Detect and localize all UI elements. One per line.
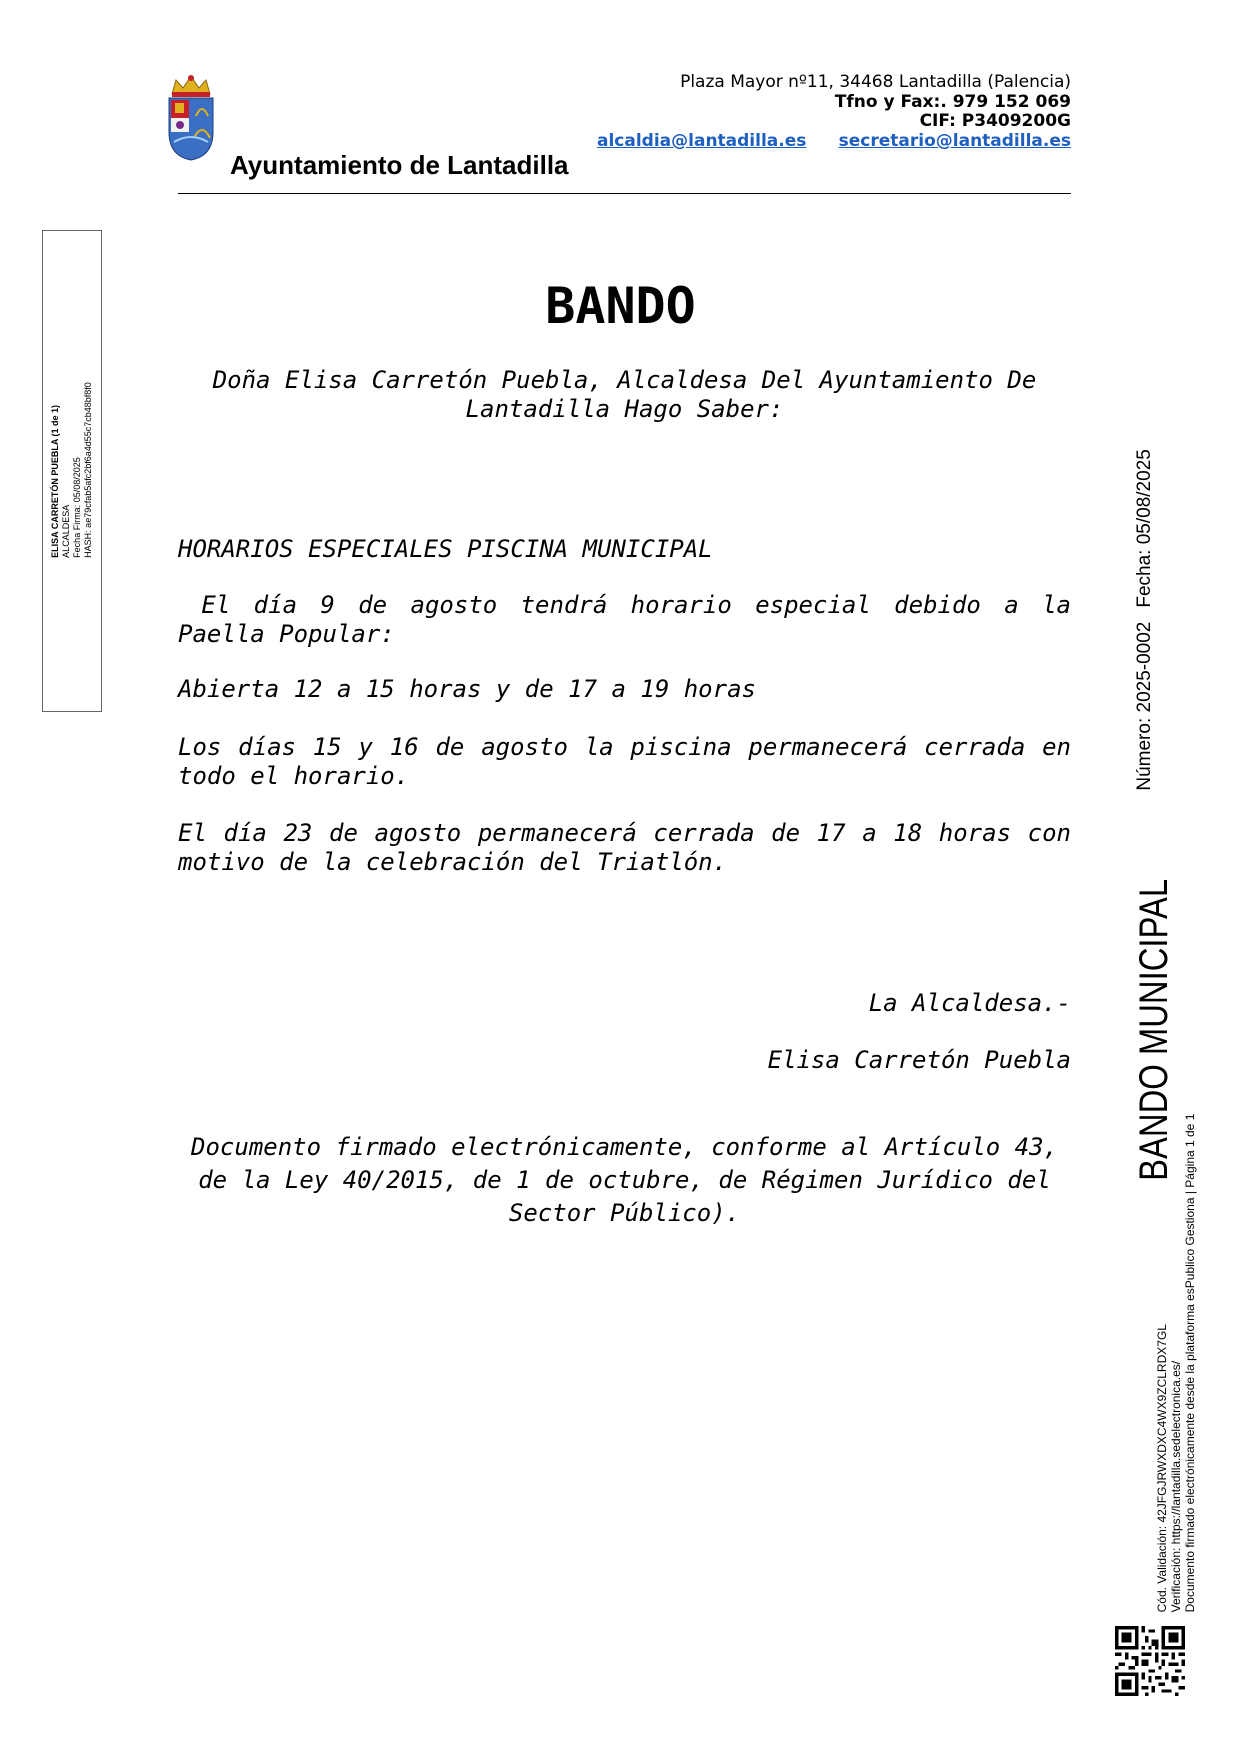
intro-paragraph: Doña Elisa Carretón Puebla, Alcaldesa Del Ayuntamiento De Lantadilla Hago Saber: <box>212 366 1037 423</box>
signature-stamp-signer: ELISA CARRETÓN PUEBLA (1 de 1) <box>50 404 60 558</box>
bando-stamp-number: Número: 2025-0002 <box>1134 621 1155 791</box>
legal-notice: Documento firmado electrónicamente, conforme al Artículo 43, de la Ley 40/2015, de 1 de octubre, de Régimen Jurídico del Sector Público). <box>191 1133 1058 1227</box>
bando-stamp-meta <box>1133 622 1156 791</box>
address-line: Plaza Mayor nº11, 34468 Lantadilla (Palencia) <box>680 72 1071 92</box>
verification-text <box>1155 1114 1197 1613</box>
paragraph-triathlon: El día 23 de agosto permanecerá cerrada de 17 a 18 horas con motivo de la celebración del Triatlón. <box>178 819 1071 876</box>
paragraph-opening-hours: Abierta 12 a 15 horas y de 17 a 19 horas <box>178 675 756 703</box>
signature-stamp-date: Fecha Firma: 05/08/2025 <box>72 457 82 558</box>
bando-stamp <box>1133 449 1175 1181</box>
bando-stamp-date: Fecha: 05/08/2025 <box>1134 449 1155 608</box>
email-alcaldia-link[interactable]: alcaldia@lantadilla.es <box>597 131 807 151</box>
paragraph-special-hours: El día 9 de agosto tendrá horario especial debido a la Paella Popular: <box>178 591 1086 648</box>
coat-of-arms-icon <box>166 72 216 162</box>
verification-url: Verificación: https://lantadilla.sedelectronica.es/ <box>1169 1360 1183 1613</box>
town-name: Ayuntamiento de Lantadilla <box>230 150 569 180</box>
phone-line: Tfno y Fax:. 979 152 069 <box>834 92 1071 112</box>
signature-stamp-hash: HASH: ae79cfab5afc2bf6a4d55c7cb48bf8f0 <box>83 382 93 558</box>
signature-stamp-text <box>50 382 94 558</box>
closing-line: La Alcaldesa.- <box>868 989 1071 1017</box>
bando-stamp-date-wrap <box>1133 449 1156 607</box>
paragraph-closed-days: Los días 15 y 16 de agosto la piscina permanecerá cerrada en todo el horario. <box>178 733 1071 790</box>
header-divider <box>178 193 1071 194</box>
signer-name: Elisa Carretón Puebla <box>767 1046 1071 1074</box>
validation-code: Cód. Validación: 42JFGJRWXDXC4WX9ZCLRDX7GL <box>1155 1324 1169 1613</box>
signature-stamp-role: ALCALDESA <box>61 504 71 558</box>
section-heading: HORARIOS ESPECIALES PISCINA MUNICIPAL <box>178 535 713 563</box>
bando-stamp-title: BANDO MUNICIPAL <box>1132 878 1176 1181</box>
document-title: BANDO <box>545 277 696 335</box>
email-secretario-link[interactable]: secretario@lantadilla.es <box>838 131 1071 151</box>
qr-code-icon <box>1115 1626 1185 1696</box>
platform-note: Documento firmado electrónicamente desde la plataforma esPublico Gestiona | Página 1 de 1 <box>1183 1113 1197 1613</box>
cif-line: CIF: P3409200G <box>919 111 1071 131</box>
